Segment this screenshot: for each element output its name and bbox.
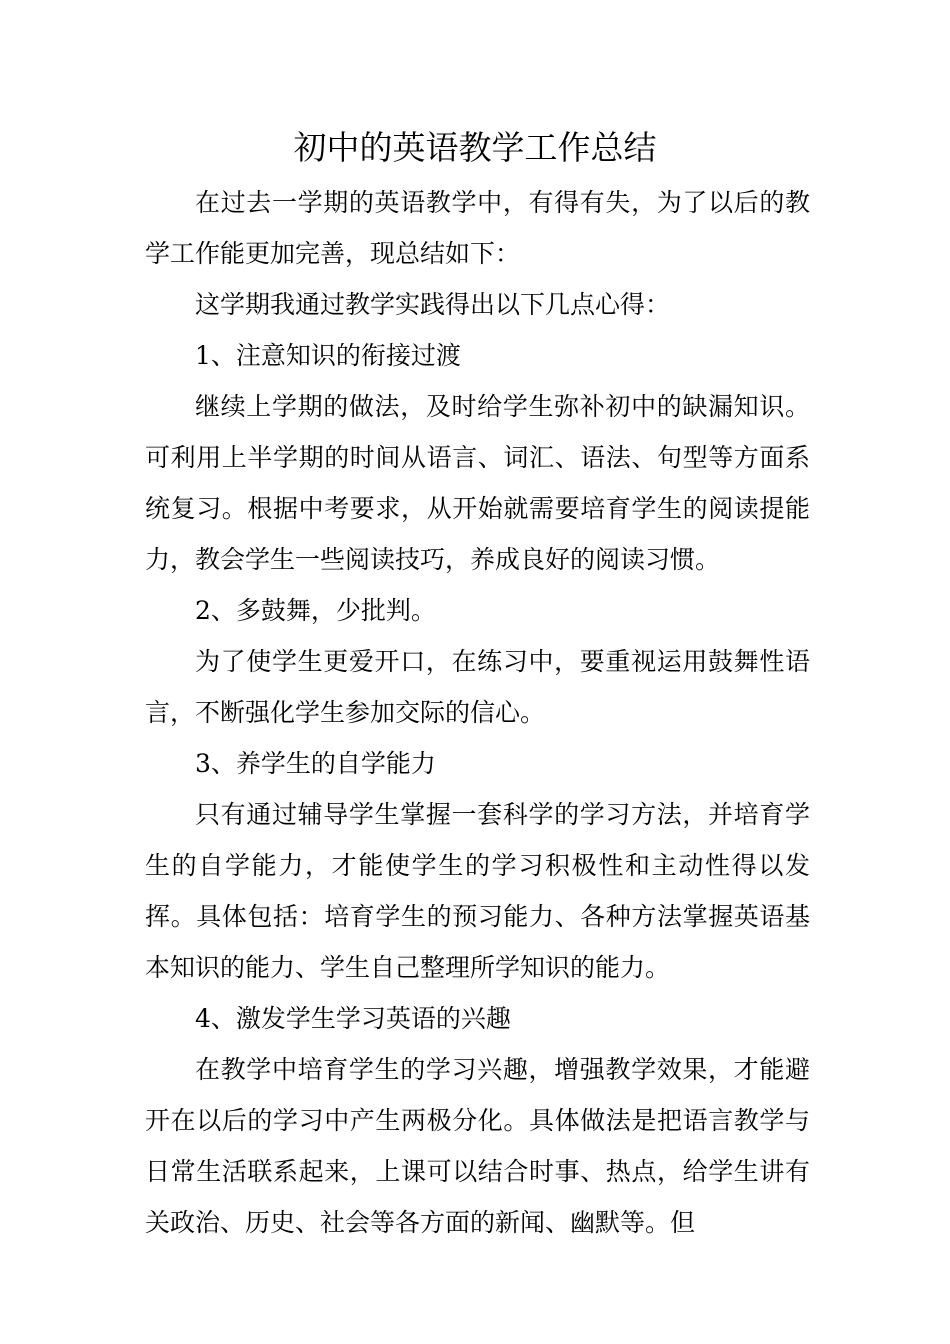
section-heading-4: 4、激发学生学习英语的兴趣	[195, 1004, 511, 1033]
document-body	[145, 177, 810, 1248]
section-body-3: 只有通过辅导学生掌握一套科学的学习方法，并培育学生的自学能力，才能使学生的学习积极性和主动性得以发挥。具体包括：培育学生的预习能力、各种方法掌握英语基本知识的能力、学生自己整理所学知识的能力。	[145, 800, 810, 982]
section-body-2: 为了使学生更爱开口，在练习中，要重视运用鼓舞性语言，不断强化学生参加交际的信心。	[145, 647, 810, 727]
document-title: 初中的英语教学工作总结	[293, 128, 657, 167]
section-body-1: 继续上学期的做法，及时给学生弥补初中的缺漏知识。可利用上半学期的时间从语言、词汇、语法、句型等方面系统复习。根据中考要求，从开始就需要培育学生的阅读提能力，教会学生一些阅读技巧，养成良好的阅读习惯。	[145, 392, 810, 574]
section-heading-1: 1、注意知识的衔接过渡	[195, 341, 461, 370]
section-heading-3: 3、养学生的自学能力	[195, 749, 436, 778]
paragraph-summary-lead: 这学期我通过教学实践得出以下几点心得：	[195, 290, 671, 319]
section-heading-2: 2、多鼓舞，少批判。	[195, 596, 436, 625]
section-body-4: 在教学中培育学生的学习兴趣，增强教学效果，才能避开在以后的学习中产生两极分化。具体做法是把语言教学与日常生活联系起来，上课可以结合时事、热点，给学生讲有关政治、历史、社会等各方面的新闻、幽默等。但	[145, 1055, 810, 1237]
paragraph-intro: 在过去一学期的英语教学中，有得有失，为了以后的教学工作能更加完善，现总结如下：	[145, 188, 810, 268]
